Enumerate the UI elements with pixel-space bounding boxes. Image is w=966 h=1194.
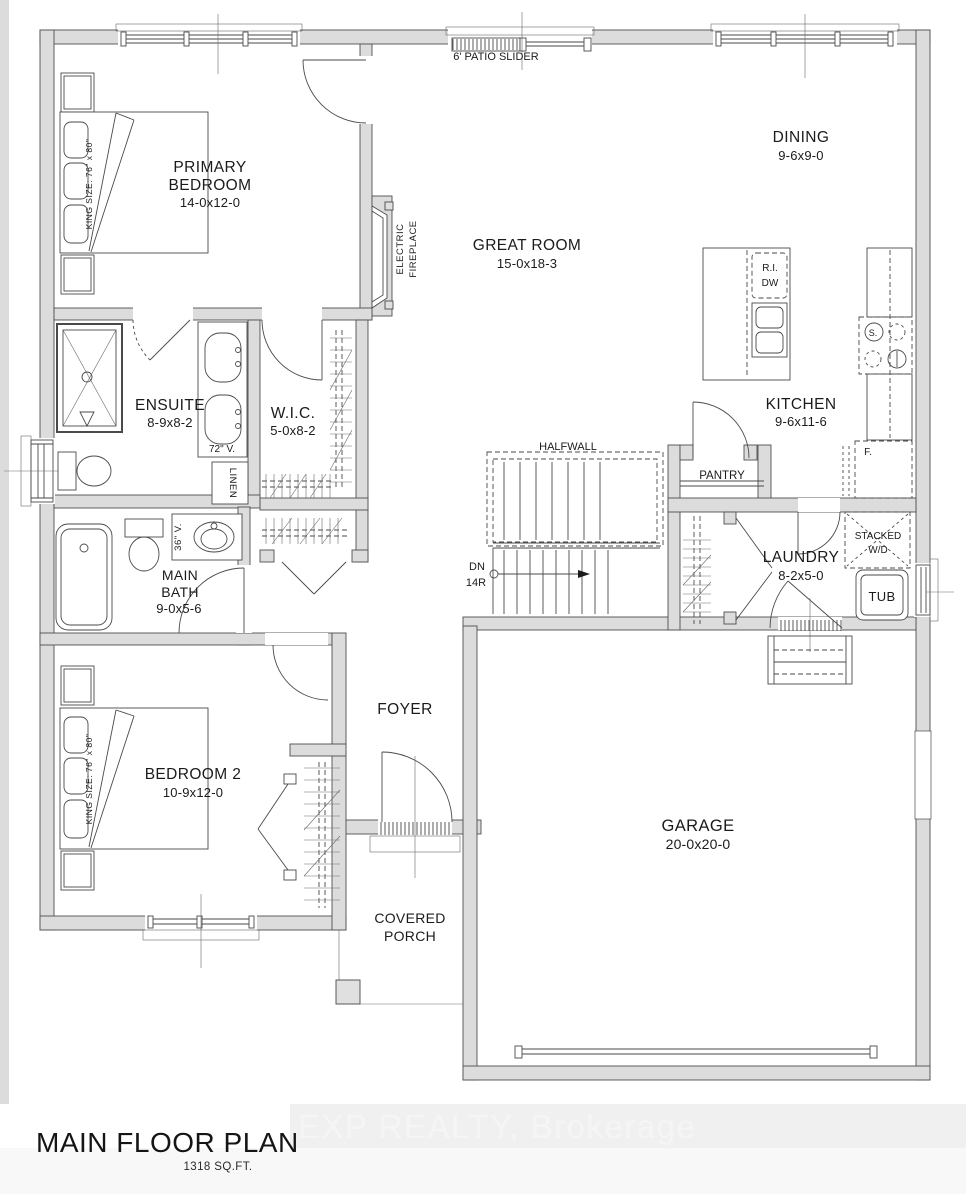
garage-side-opening bbox=[915, 731, 931, 819]
label-primary-bedroom-2: BEDROOM bbox=[168, 177, 252, 194]
window-dining bbox=[711, 14, 899, 78]
label-stove: S. bbox=[868, 328, 878, 338]
label-stacked-wd: STACKED bbox=[854, 531, 902, 542]
label-main-bath-2: BATH bbox=[161, 584, 199, 600]
label-electric-fireplace: ELECTRIC bbox=[395, 223, 406, 275]
stairs bbox=[487, 452, 663, 614]
stairs-direction-arrow bbox=[490, 570, 590, 578]
watermark-text: EXP REALTY, Brokerage bbox=[298, 1108, 697, 1145]
label-main-bath: MAIN bbox=[161, 567, 199, 583]
door-front-entry bbox=[370, 752, 460, 878]
label-king-bed-primary: KING SIZE: 76" x 80" bbox=[84, 138, 94, 230]
door-wic bbox=[262, 306, 322, 380]
main-bath-toilet bbox=[125, 519, 163, 571]
label-foyer: FOYER bbox=[377, 701, 433, 718]
label-linen: LINEN bbox=[227, 467, 238, 499]
label-pantry: PANTRY bbox=[699, 470, 745, 482]
label-patio-slider: 6' PATIO SLIDER bbox=[453, 51, 539, 63]
label-bedroom2: BEDROOM 2 bbox=[144, 766, 242, 783]
kitchen-counter bbox=[867, 248, 912, 440]
label-primary-bedroom: PRIMARY bbox=[173, 159, 247, 176]
window-bedroom2 bbox=[143, 894, 259, 968]
door-primary-bedroom bbox=[303, 56, 374, 124]
dims-laundry: 8-2x5-0 bbox=[778, 568, 824, 583]
kitchen-fixtures bbox=[680, 248, 912, 498]
stove-cooktop bbox=[859, 317, 912, 374]
label-kitchen: KITCHEN bbox=[765, 396, 837, 413]
laundry-closet bbox=[683, 516, 772, 624]
door-pantry bbox=[693, 402, 749, 458]
dims-wic: 5-0x8-2 bbox=[270, 423, 316, 438]
label-tub: TUB bbox=[868, 589, 896, 604]
label-stairs-14r: 14R bbox=[465, 577, 487, 589]
label-fridge: F. bbox=[864, 447, 872, 458]
label-wd: W/D bbox=[868, 545, 888, 556]
label-wic: W.I.C. bbox=[270, 405, 316, 422]
label-stairs-dn: DN bbox=[469, 561, 485, 573]
door-ensuite bbox=[133, 306, 193, 360]
shower bbox=[57, 324, 122, 432]
garage-door bbox=[515, 1046, 877, 1058]
label-vanity-72: 72" V. bbox=[209, 444, 235, 455]
page-edge-strip bbox=[0, 0, 9, 1104]
dims-kitchen: 9-6x11-6 bbox=[775, 414, 827, 429]
label-vanity-36: 36" V. bbox=[173, 523, 184, 551]
dims-garage: 20-0x20-0 bbox=[665, 836, 731, 852]
ensuite-vanity bbox=[198, 322, 247, 457]
label-dw: DW bbox=[761, 278, 779, 289]
label-garage: GARAGE bbox=[661, 817, 735, 835]
hall-closet bbox=[262, 518, 350, 594]
label-covered-porch-2: PORCH bbox=[383, 928, 437, 944]
bedroom2-closet bbox=[258, 762, 340, 908]
dims-dining: 9-6x9-0 bbox=[778, 148, 824, 163]
fridge bbox=[843, 441, 912, 498]
dims-main-bath: 9-0x5-6 bbox=[156, 601, 202, 616]
plan-title: MAIN FLOOR PLAN bbox=[36, 1127, 299, 1158]
ensuite-toilet bbox=[58, 452, 111, 490]
label-ensuite: ENSUITE bbox=[135, 397, 205, 414]
dims-bedroom2: 10-9x12-0 bbox=[162, 785, 224, 800]
dims-ensuite: 8-9x8-2 bbox=[147, 415, 193, 430]
dims-primary-bedroom: 14-0x12-0 bbox=[179, 195, 241, 210]
plan-area: 1318 SQ.FT. bbox=[183, 1161, 253, 1173]
main-bath-fixtures bbox=[56, 514, 242, 630]
label-king-bed-bedroom2: KING SIZE: 76" x 80" bbox=[84, 733, 94, 825]
window-primary-bedroom bbox=[116, 14, 302, 74]
door-laundry-garage bbox=[770, 581, 842, 652]
label-great-room: GREAT ROOM bbox=[472, 237, 582, 254]
label-covered-porch: COVERED bbox=[374, 910, 446, 926]
label-halfwall: HALFWALL bbox=[539, 441, 597, 453]
bathtub bbox=[56, 524, 112, 630]
label-laundry: LAUNDRY bbox=[762, 549, 840, 566]
porch-post bbox=[336, 980, 360, 1004]
dims-great-room: 15-0x18-3 bbox=[496, 256, 558, 271]
door-kitchen-laundry bbox=[798, 498, 840, 554]
window-laundry-tub bbox=[914, 559, 954, 621]
label-dining: DINING bbox=[772, 129, 830, 146]
label-rough-in: R.I. bbox=[762, 263, 778, 274]
door-bedroom2 bbox=[265, 633, 328, 700]
label-electric-fireplace-2: FIREPLACE bbox=[408, 220, 419, 278]
